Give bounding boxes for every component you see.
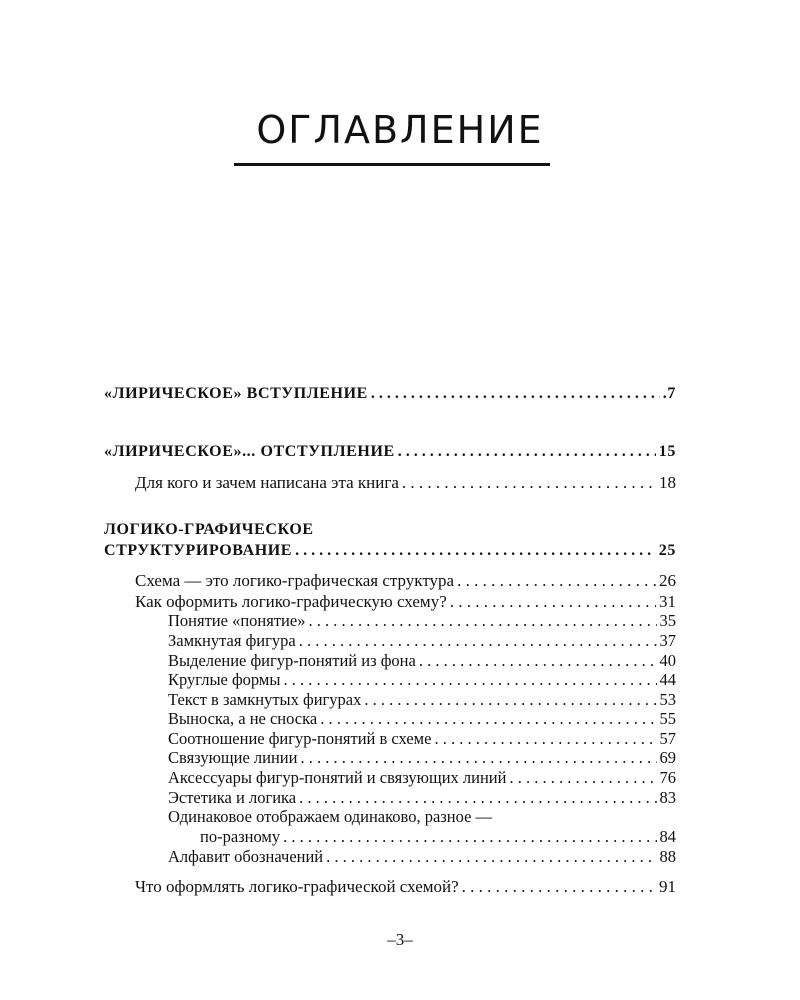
toc-entry-page: 35: [659, 611, 676, 630]
leader-dots: [299, 790, 656, 807]
toc-entry-page: 44: [659, 670, 676, 689]
toc-entry-howto[interactable]: [135, 593, 676, 610]
leader-dots: [300, 750, 656, 767]
toc-subentry-alphabet[interactable]: [168, 849, 676, 866]
toc-entry-page: 69: [659, 748, 676, 767]
toc-section-title-line1: ЛОГИКО-ГРАФИЧЕСКОЕ: [104, 521, 314, 538]
toc-subentry-same[interactable]: [200, 829, 676, 846]
toc-subentry[interactable]: [168, 653, 676, 670]
leader-dots: [402, 474, 656, 491]
toc-entry-label: Понятие «понятие»: [168, 611, 306, 630]
toc-entry-label: «ЛИРИЧЕСКОЕ» ВСТУПЛЕНИЕ: [104, 385, 368, 402]
toc-entry-page: 53: [659, 690, 676, 709]
toc-entry-label: Соотношение фигур-понятий в схеме: [168, 729, 432, 748]
toc-subentry[interactable]: [168, 790, 676, 807]
toc-subentry[interactable]: [168, 770, 676, 787]
leader-dots: [398, 444, 656, 460]
toc-entry-page: 91: [659, 877, 676, 896]
leader-dots: [299, 633, 657, 650]
toc-entry-label: Текст в замкнутых фигурах: [168, 690, 362, 709]
page-number: –3–: [387, 930, 413, 949]
toc-subentry[interactable]: [168, 613, 676, 630]
toc-entry-page: 88: [659, 847, 676, 866]
leader-dots: [308, 613, 656, 630]
toc-entry-page: 25: [658, 542, 676, 559]
toc-entry-intro[interactable]: [104, 386, 676, 402]
leader-dots: [326, 849, 656, 866]
toc-entry-label: Круглые формы: [168, 670, 281, 689]
toc-entry-label: Выноска, а не сноска: [168, 709, 318, 728]
toc-subentry[interactable]: [168, 633, 676, 650]
toc-entry-label: Выделение фигур-понятий из фона: [168, 651, 416, 670]
toc-entry-for-whom[interactable]: [135, 474, 676, 491]
toc-entry-label: Как оформить логико-графическую схему?: [135, 592, 447, 611]
toc-entry-page: 31: [659, 592, 676, 611]
leader-dots: [462, 878, 656, 895]
toc-entry-label: Для кого и зачем написана эта книга: [135, 473, 399, 492]
toc-entry-page: 26: [659, 571, 676, 590]
toc-subentry-line1: Одинаковое отображаем одинаково, разное —: [168, 807, 493, 826]
toc-entry-page: 84: [659, 827, 676, 846]
leader-dots: [419, 653, 657, 670]
toc-entry-label: Схема — это логико-графическая структура: [135, 571, 455, 590]
toc-subentry[interactable]: [168, 672, 676, 689]
toc-entry-label: «ЛИРИЧЕСКОЕ»... ОТСТУПЛЕНИЕ: [104, 443, 395, 460]
toc-entry-page: 55: [659, 709, 676, 728]
leader-dots: [371, 386, 660, 402]
leader-dots: [457, 572, 656, 589]
toc-entry-label: по-разному: [200, 827, 281, 846]
toc-entry-label: Что оформлять логико-графической схемой?: [135, 877, 459, 896]
toc-entry-page: 83: [659, 788, 676, 807]
toc-entry-page: 57: [659, 729, 676, 748]
toc-entry-label: Замкнутая фигура: [168, 631, 296, 650]
leader-dots: [295, 543, 656, 559]
toc-entry-page: 76: [659, 768, 676, 787]
leader-dots: [283, 829, 656, 846]
toc-entry-page: 15: [658, 443, 676, 460]
toc-entry-page: .7: [662, 385, 676, 402]
leader-dots: [320, 711, 656, 728]
leader-dots: [283, 672, 656, 689]
toc-entry-label: Алфавит обозначений: [168, 847, 324, 866]
leader-dots: [509, 770, 656, 787]
toc-entry-section[interactable]: [104, 543, 676, 559]
toc-entry-label: СТРУКТУРИРОВАНИЕ: [104, 542, 293, 559]
toc-subentry[interactable]: [168, 711, 676, 728]
toc-entry-label: Аксессуары фигур-понятий и связующих линий: [168, 768, 507, 787]
toc-entry-page: 37: [659, 631, 676, 650]
toc-entry-page: 18: [659, 473, 676, 492]
toc-subentry[interactable]: [168, 731, 676, 748]
toc-subentry[interactable]: [168, 692, 676, 709]
leader-dots: [364, 692, 656, 709]
toc-entry-label: Эстетика и логика: [168, 788, 297, 807]
toc-entry-page: 40: [659, 651, 676, 670]
page-title: ОГЛАВЛЕНИЕ: [256, 108, 544, 152]
toc-entry-what[interactable]: [135, 878, 676, 895]
toc-subentry[interactable]: [168, 750, 676, 767]
title-rule: [234, 163, 550, 166]
toc-entry-digression[interactable]: [104, 444, 676, 460]
toc-entry-scheme[interactable]: [135, 572, 676, 589]
toc-entry-label: Связующие линии: [168, 748, 298, 767]
leader-dots: [434, 731, 656, 748]
leader-dots: [450, 593, 656, 610]
